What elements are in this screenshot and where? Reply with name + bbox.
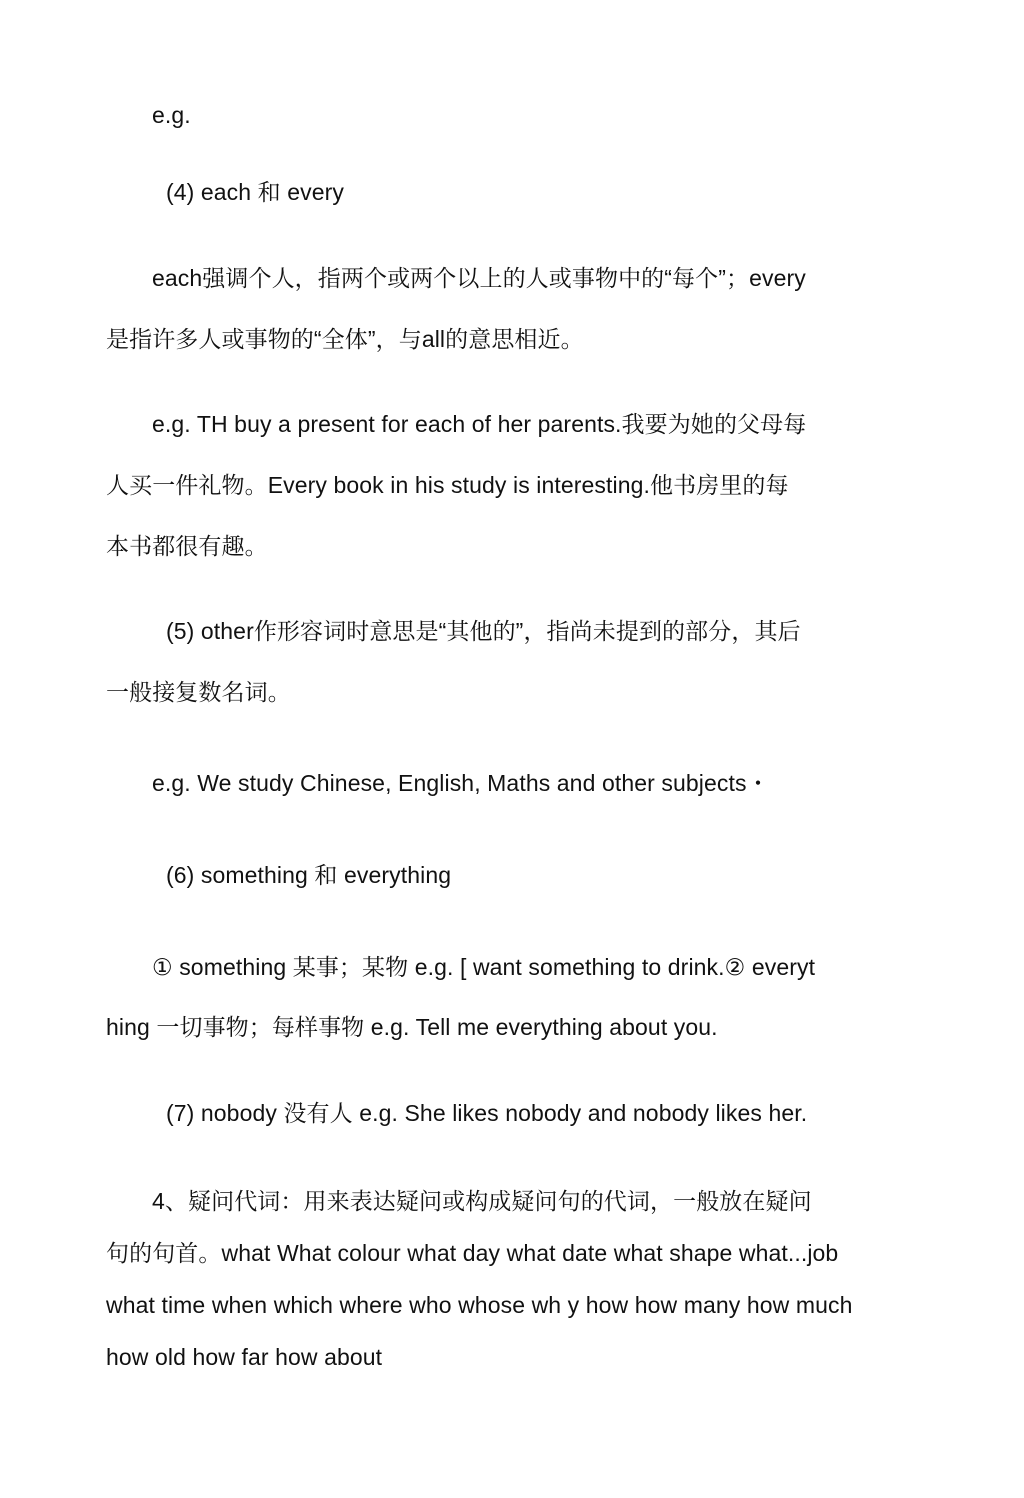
text-line: 句的句首。what What colour what day what date what shape what...job [106,1240,839,1266]
text-line: each强调个人，指两个或两个以上的人或事物中的“每个”；every [152,265,806,291]
text-line: e.g. [152,102,191,128]
text-line: 人买一件礼物。Every book in his study is interesting.他书房里的每 [106,472,789,498]
text-line: how old how far how about [106,1344,383,1370]
text-line: what time when which where who whose wh y how how many how much [106,1292,853,1318]
text-line: 一般接复数名词。 [106,679,291,705]
text-line: e.g. We study Chinese, English, Maths and other subjects・ [152,770,770,796]
text-line: ① something 某事；某物 e.g. [ want something to drink.② everyt [152,954,816,980]
section-heading: (6) something 和 everything [166,862,452,888]
text-line: 4、疑问代词：用来表达疑问或构成疑问句的代词，一般放在疑问 [152,1188,812,1214]
section-heading: (4) each 和 every [166,179,344,205]
text-line: 是指许多人或事物的“全体”，与all的意思相近。 [106,326,584,352]
text-line: e.g. TH buy a present for each of her parents.我要为她的父母每 [152,411,807,437]
text-line: hing 一切事物；每样事物 e.g. Tell me everything about you. [106,1014,718,1040]
section-heading: (5) other作形容词时意思是“其他的”，指尚未提到的部分，其后 [166,618,801,644]
section-heading: (7) nobody 没有人 e.g. She likes nobody and nobody likes her. [166,1100,808,1126]
text-line: 本书都很有趣。 [106,533,268,559]
